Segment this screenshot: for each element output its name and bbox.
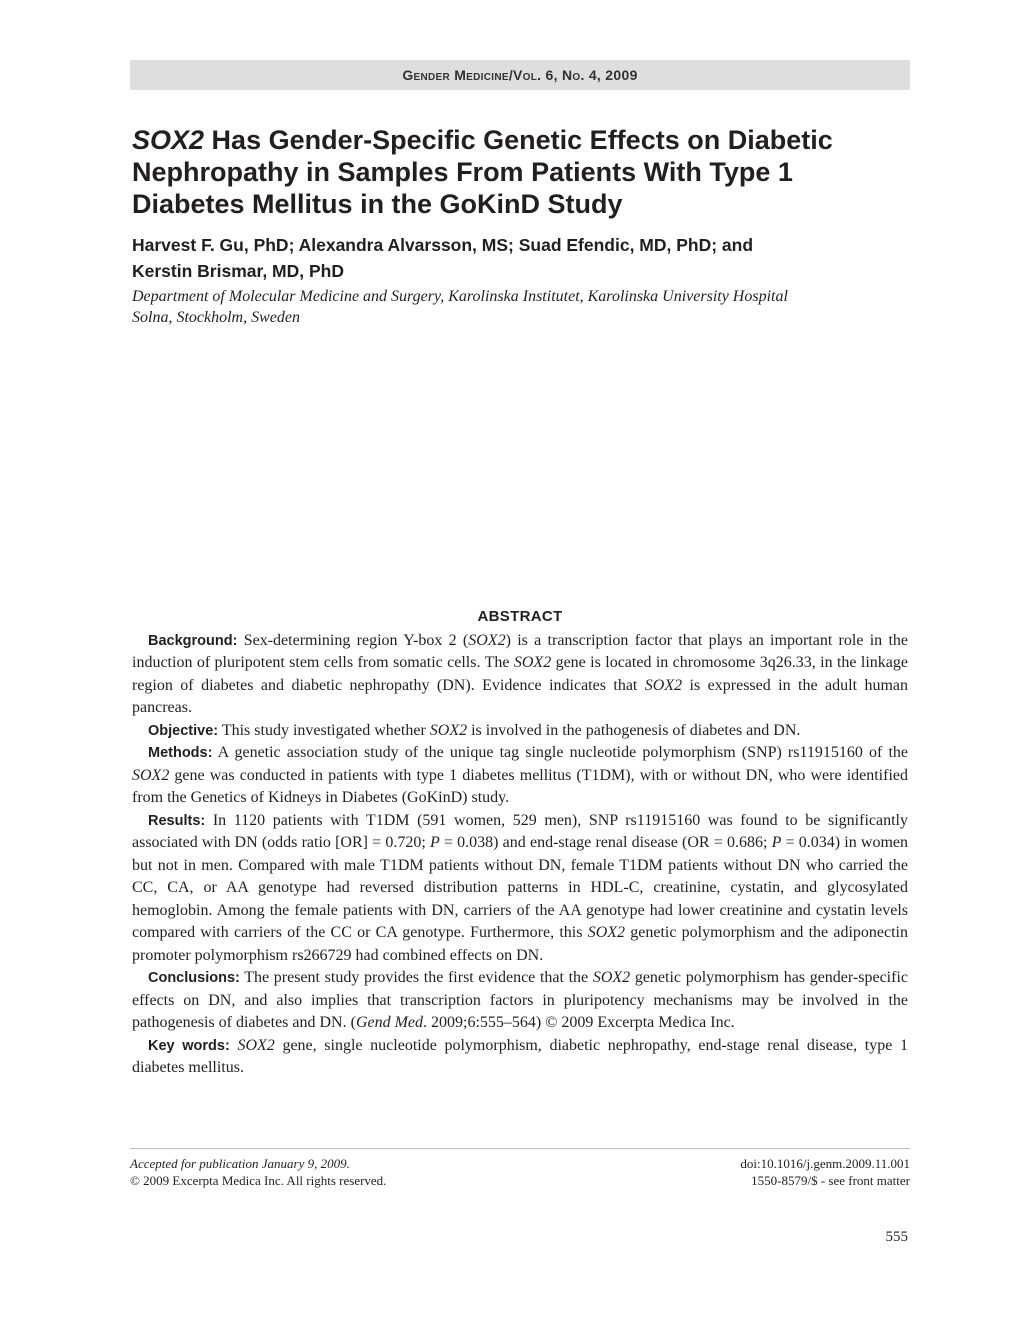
results-p-2: P <box>771 834 782 851</box>
title-gene: SOX2 <box>132 125 205 155</box>
methods-text-2: gene was conducted in patients with type 1 diabetes mellitus (T1DM), with or without DN, who were identified from the Genetics of Kidneys in Diabetes (GoKinD) study. <box>132 766 908 806</box>
background-text-4: is expressed in the adult human pancreas. <box>132 676 908 716</box>
issn: 1550-8579/$ - see front matter <box>751 1173 910 1188</box>
conclusions-gene-1: SOX2 <box>592 969 631 986</box>
page-number: 555 <box>885 1229 908 1245</box>
background-gene-2: SOX2 <box>513 654 552 671</box>
copyright-notice: © 2009 Excerpta Medica Inc. All rights reserved. <box>130 1173 387 1188</box>
conclusions-text-2: genetic polymorphism has gender-specific effects on DN, and also implies that transcription factors in pluripotency mechanisms may be involved in the pathogenesis of diabetes and DN. ( <box>132 969 908 1031</box>
author-line-2: Kerstin Brismar, MD, PhD <box>132 261 344 281</box>
abstract-background <box>132 630 908 720</box>
results-text-2: = 0.038) and end-stage renal disease (OR = 0.686; <box>439 834 772 851</box>
keywords-text-1: gene, single nucleotide polymorphism, diabetic nephropathy, end-stage renal disease, type 1 diabetes mellitus. <box>132 1036 908 1076</box>
abstract-results <box>132 810 908 968</box>
methods-gene-1: SOX2 <box>132 766 170 784</box>
background-text-1: Sex-determining region Y-box 2 ( <box>237 631 469 649</box>
author-list <box>132 232 910 284</box>
keywords-gene-1: SOX2 <box>237 1036 275 1054</box>
article-title <box>132 124 910 220</box>
conclusions-text-1: The present study provides the first evidence that the <box>239 969 593 986</box>
objective-text-2: is involved in the pathogenesis of diabetes and DN. <box>467 721 801 739</box>
results-label: Results: <box>148 812 206 829</box>
abstract-objective <box>132 720 908 743</box>
methods-text-1: A genetic association study of the unique tag single nucleotide polymorphism (SNP) rs11915160 of the <box>212 744 908 761</box>
footer-left <box>130 1155 386 1189</box>
footer-divider <box>130 1148 910 1149</box>
background-label: Background: <box>148 632 238 649</box>
accepted-date: Accepted for publication January 9, 2009. <box>130 1156 350 1171</box>
methods-label: Methods: <box>148 745 213 761</box>
abstract-keywords <box>132 1035 908 1080</box>
keywords-label: Key words: <box>148 1037 230 1054</box>
conclusions-journal: Gend Med <box>355 1014 424 1031</box>
results-text-1: In 1120 patients with T1DM (591 women, 529 men), SNP rs11915160 was found to be significantly associated with DN (odds ratio [OR] = 0.720; <box>132 811 908 851</box>
footer-right <box>740 1155 910 1189</box>
results-gene-1: SOX2 <box>587 924 626 941</box>
objective-gene-1: SOX2 <box>429 721 468 739</box>
background-text-2: ) is a transcription factor that plays an important role in the induction of pluripotent stem cells from somatic cells. The <box>132 631 909 671</box>
affiliation-line-2: Solna, Stockholm, Sweden <box>132 309 300 326</box>
conclusions-label: Conclusions: <box>148 970 240 986</box>
abstract-heading: ABSTRACT <box>477 608 563 625</box>
background-gene-1: SOX2 <box>468 631 506 649</box>
results-text-4: genetic polymorphism and the adiponectin promoter polymorphism rs266729 had combined effects on DN. <box>132 924 908 964</box>
abstract <box>132 606 908 1080</box>
author-line-1: Harvest F. Gu, PhD; Alexandra Alvarsson, MS; Suad Efendic, MD, PhD; and <box>132 235 754 255</box>
results-text-3: = 0.034) in women but not in men. Compared with male T1DM patients without DN, female T1DM patients without DN who carried the CC, CA, or AA genotype had reversed distribution patterns in HDL-C, creatinine, cystatin, and glycosylated hemoglobin. Among the female patients with DN, carriers of the AA genotype had lower creatinine and cystatin levels compared with carriers of the CC or CA genotype. Furthermore, this <box>132 834 908 941</box>
results-p-1: P <box>430 834 440 851</box>
objective-label: Objective: <box>148 722 219 739</box>
background-gene-3: SOX2 <box>644 676 683 694</box>
doi: doi:10.1016/j.genm.2009.11.001 <box>740 1156 910 1171</box>
running-head: Gender Medicine/Vol. 6, No. 4, 2009 <box>130 60 910 90</box>
background-text-3: gene is located in chromosome 3q26.33, in the linkage region of diabetes and diabetic nephropathy (DN). Evidence indicates that <box>132 654 909 694</box>
affiliation <box>132 286 910 328</box>
title-text: Has Gender-Specific Genetic Effects on Diabetic Nephropathy in Samples From Patients With Type 1 Diabetes Mellitus in the GoKinD Study <box>132 125 833 219</box>
affiliation-line-1: Department of Molecular Medicine and Surgery, Karolinska Institutet, Karolinska University Hospital <box>132 288 788 305</box>
objective-text-1: This study investigated whether <box>218 721 430 739</box>
abstract-conclusions <box>132 967 908 1035</box>
conclusions-text-3: . 2009;6:555–564) © 2009 Excerpta Medica Inc. <box>423 1014 735 1031</box>
abstract-methods <box>132 742 908 810</box>
